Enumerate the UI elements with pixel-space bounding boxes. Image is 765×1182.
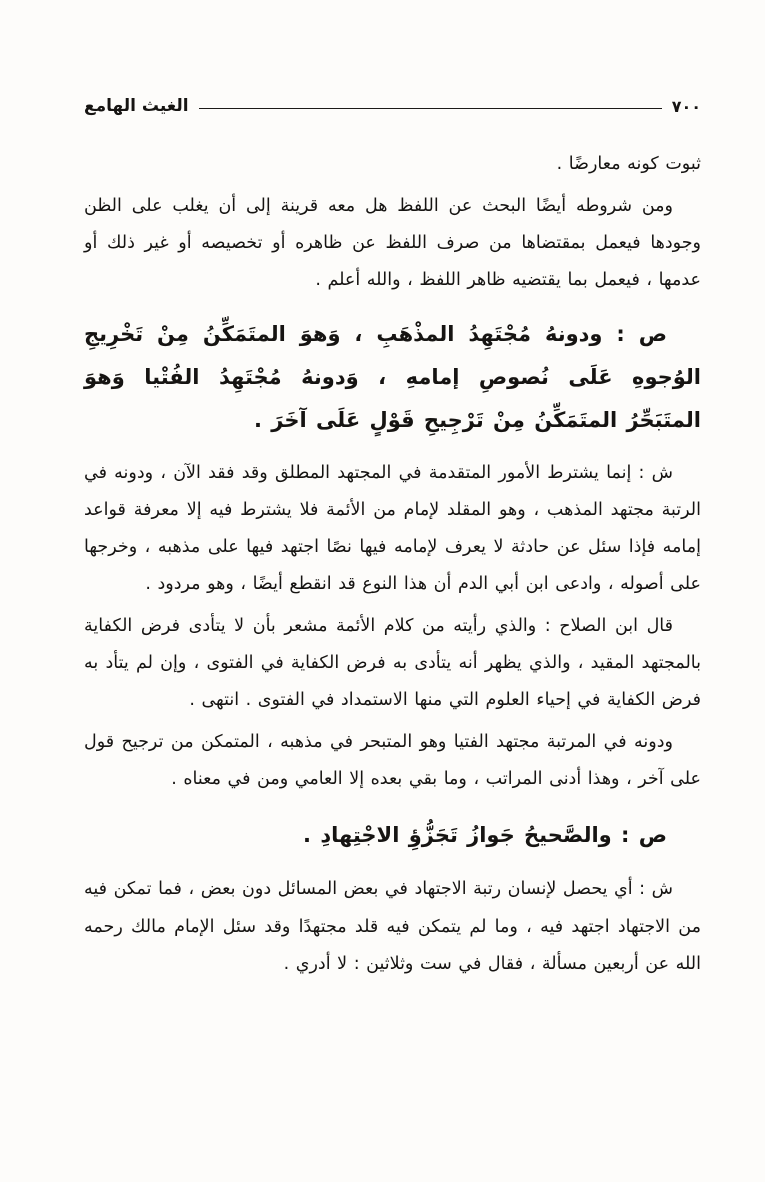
paragraph-continuation: ثبوت كونه معارضًا . bbox=[556, 154, 701, 174]
book-title: الغيث الهامع bbox=[84, 96, 189, 116]
header-rule bbox=[199, 108, 662, 109]
page-header bbox=[84, 96, 701, 116]
sharh-tajazzu-alijtihad: ش : أي يحصل لإنسان رتبة الاجتهاد في بعض المسائل دون بعض ، فما تمكن فيه من الاجتهاد اجتهد فيه ، وما لم يتمكن فيه قلد مجتهدًا وقد سئل الإمام مالك رحمه الله عن أربعين مسألة ، فقال في ست وثلاثين : لا أدري . bbox=[83, 879, 701, 974]
matn-mujtahid-almadhhab: ص : ودونهُ مُجْتَهِدُ المذْهَبِ ، وَهوَ المتَمَكِّنُ مِنْ تَخْرِيجِ الوُجوهِ عَلَى نُصوصِ إمامهِ ، وَدونهُ مُجْتَهِدُ الفُتْيا وَهوَ المتَبَحِّرُ المتَمَكِّنُ مِنْ تَرْجِيحِ قَوْلٍ عَلَى آخَرَ . bbox=[84, 322, 701, 433]
page-number: ٧٠٠ bbox=[671, 96, 701, 116]
sharh-mujtahid-almadhhab: ش : إنما يشترط الأمور المتقدمة في المجتهد المطلق وقد فقد الآن ، ودونه في الرتبة مجتهد المذهب ، وهو المقلد لإمام من الأئمة فلا يشترط فيه إلا معرفة قواعد إمامه فإذا سئل عن حادثة لا يعرف لإمامه فيها نصًا اجتهد فيها على مذهبه ، وخرجها على أصوله ، وادعى ابن أبي الدم أن هذا النوع قد انقطع أيضًا ، وهو مردود . bbox=[84, 462, 701, 594]
page-body bbox=[84, 146, 701, 983]
matn-tajazzu-alijtihad: ص : والصَّحيحُ جَوازُ تَجَزُّؤِ الاجْتِهادِ . bbox=[303, 823, 667, 848]
paragraph-ibn-alsalah: قال ابن الصلاح : والذي رأيته من كلام الأئمة مشعر بأن لا يتأدى فرض الكفاية بالمجتهد المقيد ، والذي يظهر أنه يتأدى به فرض الكفاية في الفتوى ، وإن لم يتأد به فرض الكفاية في إحياء العلوم التي منها الاستمداد في الفتوى . انتهى . bbox=[84, 615, 701, 711]
paragraph-conditions: ومن شروطه أيضًا البحث عن اللفظ هل معه قرينة إلى أن يغلب على الظن وجودها فيعمل بمقتضاها من صرف اللفظ عن ظاهره أو تخصيصه أو غير ذلك أو عدمها ، فيعمل بما يقتضيه ظاهر اللفظ ، والله أعلم . bbox=[84, 196, 701, 291]
paragraph-mujtahid-alfutya: ودونه في المرتبة مجتهد الفتيا وهو المتبحر في مذهبه ، المتمكن من ترجيح قول على آخر ، وهذا أدنى المراتب ، وما بقي بعده إلا العامي ومن في معناه . bbox=[84, 732, 701, 790]
